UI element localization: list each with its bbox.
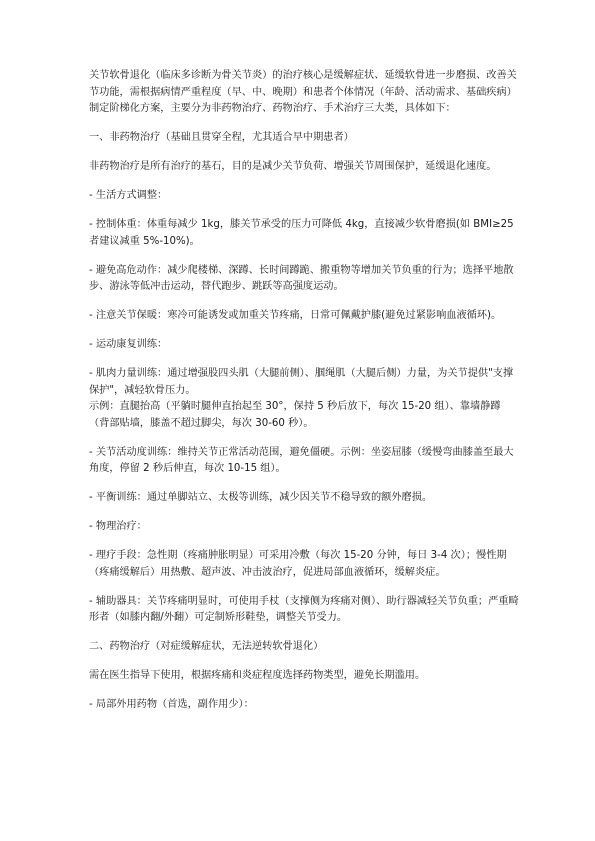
- section2-heading: 二、药物治疗（对症缓解症状，无法逆转软骨退化）: [89, 641, 324, 652]
- physio-means-item: - 理疗手段：急性期（疼痛肿胀明显）可采用冷敷（每次 15-20 分钟，每日 3-4 次）；慢性期（疼痛缓解后）用热敷、超声波、冲击波治疗，促进局部血液循环，缓解炎症。: [89, 550, 507, 578]
- range-of-motion-item: - 关节活动度训练：维持关节正常活动范围，避免僵硬。示例：坐姿屈膝（缓慢弯曲膝盖至最大角度，停留 2 秒后伸直，每次 10-15 组）。: [89, 446, 514, 474]
- document-body: [89, 68, 519, 726]
- avoid-high-risk-item: - 避免高危动作：减少爬楼梯、深蹲、长时间蹲跪、搬重物等增加关节负重的行为；选择平地散步、游泳等低冲击运动，替代跑步、跳跃等高强度运动。: [89, 264, 514, 292]
- balance-training-item: - 平衡训练：通过单脚站立、太极等训练，减少因关节不稳导致的额外磨损。: [89, 492, 433, 503]
- muscle-training-item: [89, 366, 519, 432]
- keep-warm-item: - 注意关节保暖：寒冷可能诱发或加重关节疼痛，日常可佩戴护膝(避免过紧影响血液循环)。: [89, 310, 502, 321]
- section1-intro: 非药物治疗是所有治疗的基石，目的是减少关节负荷、增强关节周围保护，延缓退化速度。: [89, 161, 497, 172]
- weight-control-item: - 控制体重：体重每减少 1kg，膝关节承受的压力可降低 4kg，直接减少软骨磨损(如 BMI≥25 者建议减重 5%-10%)。: [89, 219, 514, 247]
- intro-paragraph: 关节软骨退化（临床多诊断为骨关节炎）的治疗核心是缓解症状、延缓软骨进一步磨损、改善关节功能，需根据病情严重程度（早、中、晚期）和患者个体情况（年龄、活动需求、基础疾病）制定阶梯化方案，主要分为非药物治疗、药物治疗、手术治疗三大类，具体如下：: [89, 70, 517, 114]
- rehab-heading: - 运动康复训练：: [89, 339, 168, 350]
- section1-heading: 一、非药物治疗（基础且贯穿全程，尤其适合早中期患者）: [89, 132, 354, 143]
- lifestyle-heading: - 生活方式调整：: [89, 190, 168, 201]
- assistive-devices-item: - 辅助器具：关节疼痛明显时，可使用手杖（支撑侧为疼痛对侧）、助行器减轻关节负重；严重畸形者（如膝内翻/外翻）可定制矫形鞋垫，调整关节受力。: [89, 595, 519, 623]
- physio-heading: - 物理治疗：: [89, 521, 147, 532]
- muscle-training-text: - 肌肉力量训练：通过增强股四头肌（大腿前侧）、腘绳肌（大腿后侧）力量，为关节提供"支撑保护"，减轻软骨压力。: [89, 368, 514, 396]
- section2-intro: 需在医生指导下使用，根据疼痛和炎症程度选择药物类型，避免长期滥用。: [89, 670, 426, 681]
- topical-drugs-heading: - 局部外用药物（首选，副作用少）：: [89, 699, 254, 710]
- muscle-training-example: 示例：直腿抬高（平躺时腿伸直抬起至 30°，保持 5 秒后放下，每次 15-20 组）、靠墙静蹲（背部贴墙，膝盖不超过脚尖，每次 30-60 秒）。: [89, 401, 501, 429]
